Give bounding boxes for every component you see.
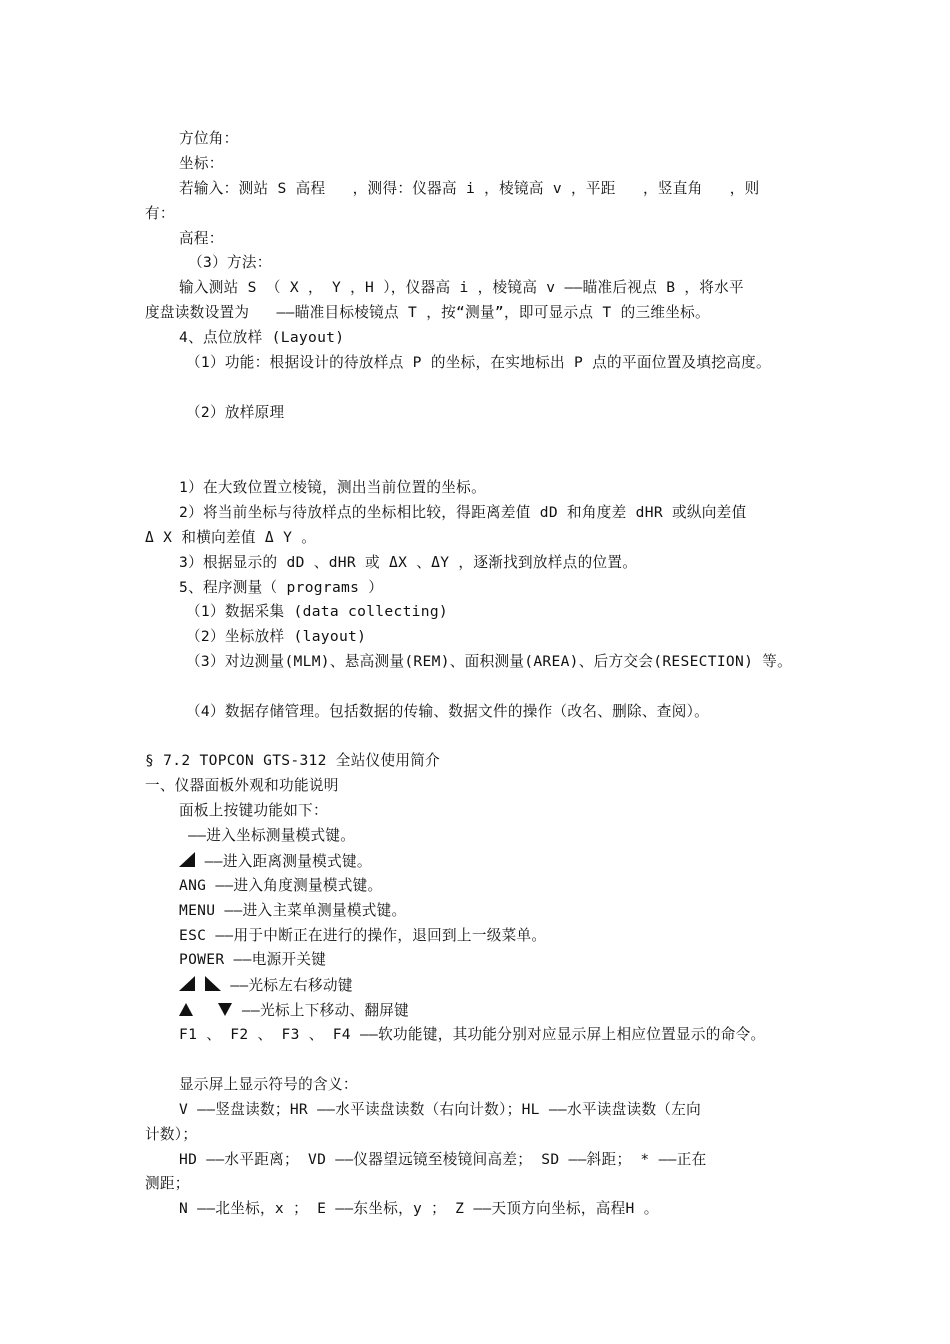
text-line: 高程： — [179, 230, 224, 247]
section-heading: 一、仪器面板外观和功能说明 — [145, 777, 339, 794]
text-line: ——光标上下移动、翻屏键 — [241, 1002, 410, 1019]
text-line: 度盘读数设置为 ——瞄准目标棱镜点 T ，按“测量”，即可显示点 T 的三维坐标。 — [145, 304, 710, 321]
text-line: POWER ——电源开关键 — [179, 951, 327, 968]
text-line: （3）对边测量(MLM)、悬高测量(REM)、面积测量(AREA)、后方交会(RESECTION) 等。 — [186, 653, 793, 670]
text-line: 计数）； — [145, 1126, 198, 1143]
text-line: 测距； — [145, 1175, 190, 1192]
text-line: ESC ——用于中断正在进行的操作，退回到上一级菜单。 — [179, 927, 547, 944]
chapter-heading: § 7.2 TOPCON GTS-312 全站仪使用简介 — [145, 752, 441, 769]
text-line: 面板上按键功能如下： — [179, 802, 328, 819]
text-line: ——进入距离测量模式键。 — [204, 853, 372, 870]
cursor-down-key-icon — [218, 1003, 232, 1016]
text-line-with-icon — [179, 1000, 409, 1021]
text-line: HD ——水平距离； VD ——仪器望远镜至棱镜间高差； SD ——斜距； * ——正在 — [179, 1151, 707, 1168]
text-line: （1）功能：根据设计的待放样点 P 的坐标，在实地标出 P 点的平面位置及填挖高度。 — [186, 354, 771, 371]
section-heading: 5、程序测量（ programs ） — [179, 579, 384, 596]
text-line: V ——竖盘读数；HR ——水平读盘读数（右向计数）；HL ——水平读盘读数（左向 — [179, 1101, 702, 1118]
text-line: （4）数据存储管理。包括数据的传输、数据文件的操作（改名、删除、查阅）。 — [186, 703, 710, 720]
text-line: （2）放样原理 — [186, 404, 285, 421]
section-heading: 4、点位放样 (Layout) — [179, 329, 345, 346]
text-line: MENU ——进入主菜单测量模式键。 — [179, 902, 407, 919]
text-line: 显示屏上显示符号的含义： — [179, 1076, 358, 1093]
text-line: F1 、 F2 、 F3 、 F4 ——软功能键，其功能分别对应显示屏上相应位置显示的命令。 — [179, 1026, 766, 1043]
text-line: ——光标左右移动键 — [230, 977, 353, 994]
cursor-left-key-icon — [179, 976, 195, 991]
distance-key-icon — [179, 852, 195, 867]
text-line: 输入测站 S （ X ， Y ，H ），仪器高 i ，棱镜高 v ——瞄准后视点 B ，将水平 — [179, 279, 744, 296]
text-line: 1）在大致位置立棱镜，测出当前位置的坐标。 — [179, 479, 486, 496]
text-line: Δ X 和横向差值 Δ Y 。 — [145, 529, 317, 546]
text-line: 方位角： — [179, 130, 239, 147]
cursor-right-key-icon — [205, 976, 221, 991]
text-line: （1）数据采集 (data collecting) — [186, 603, 449, 620]
text-line: 2）将当前坐标与待放样点的坐标相比较，得距离差值 dD 和角度差 dHR 或纵向差值 — [179, 504, 747, 521]
text-line-with-icon — [179, 851, 372, 872]
text-line: 有： — [145, 205, 175, 222]
text-line: N ——北坐标，x ； E ——东坐标，y ； Z ——天顶方向坐标，高程H 。 — [179, 1200, 659, 1217]
text-line: （3）方法： — [179, 254, 272, 271]
text-line: 若输入：测站 S 高程 ，测得：仪器高 i ，棱镜高 v ，平距 ，竖直角 ，则 — [179, 180, 760, 197]
text-line-with-icon — [179, 975, 353, 996]
text-line: （2）坐标放样 (layout) — [186, 628, 367, 645]
cursor-up-key-icon — [179, 1003, 193, 1016]
text-line: ANG ——进入角度测量模式键。 — [179, 877, 383, 894]
text-line: 坐标： — [179, 155, 224, 172]
text-line: ——进入坐标测量模式键。 — [179, 827, 356, 844]
text-line: 3）根据显示的 dD 、dHR 或 ΔX 、ΔY ，逐渐找到放样点的位置。 — [179, 554, 638, 571]
